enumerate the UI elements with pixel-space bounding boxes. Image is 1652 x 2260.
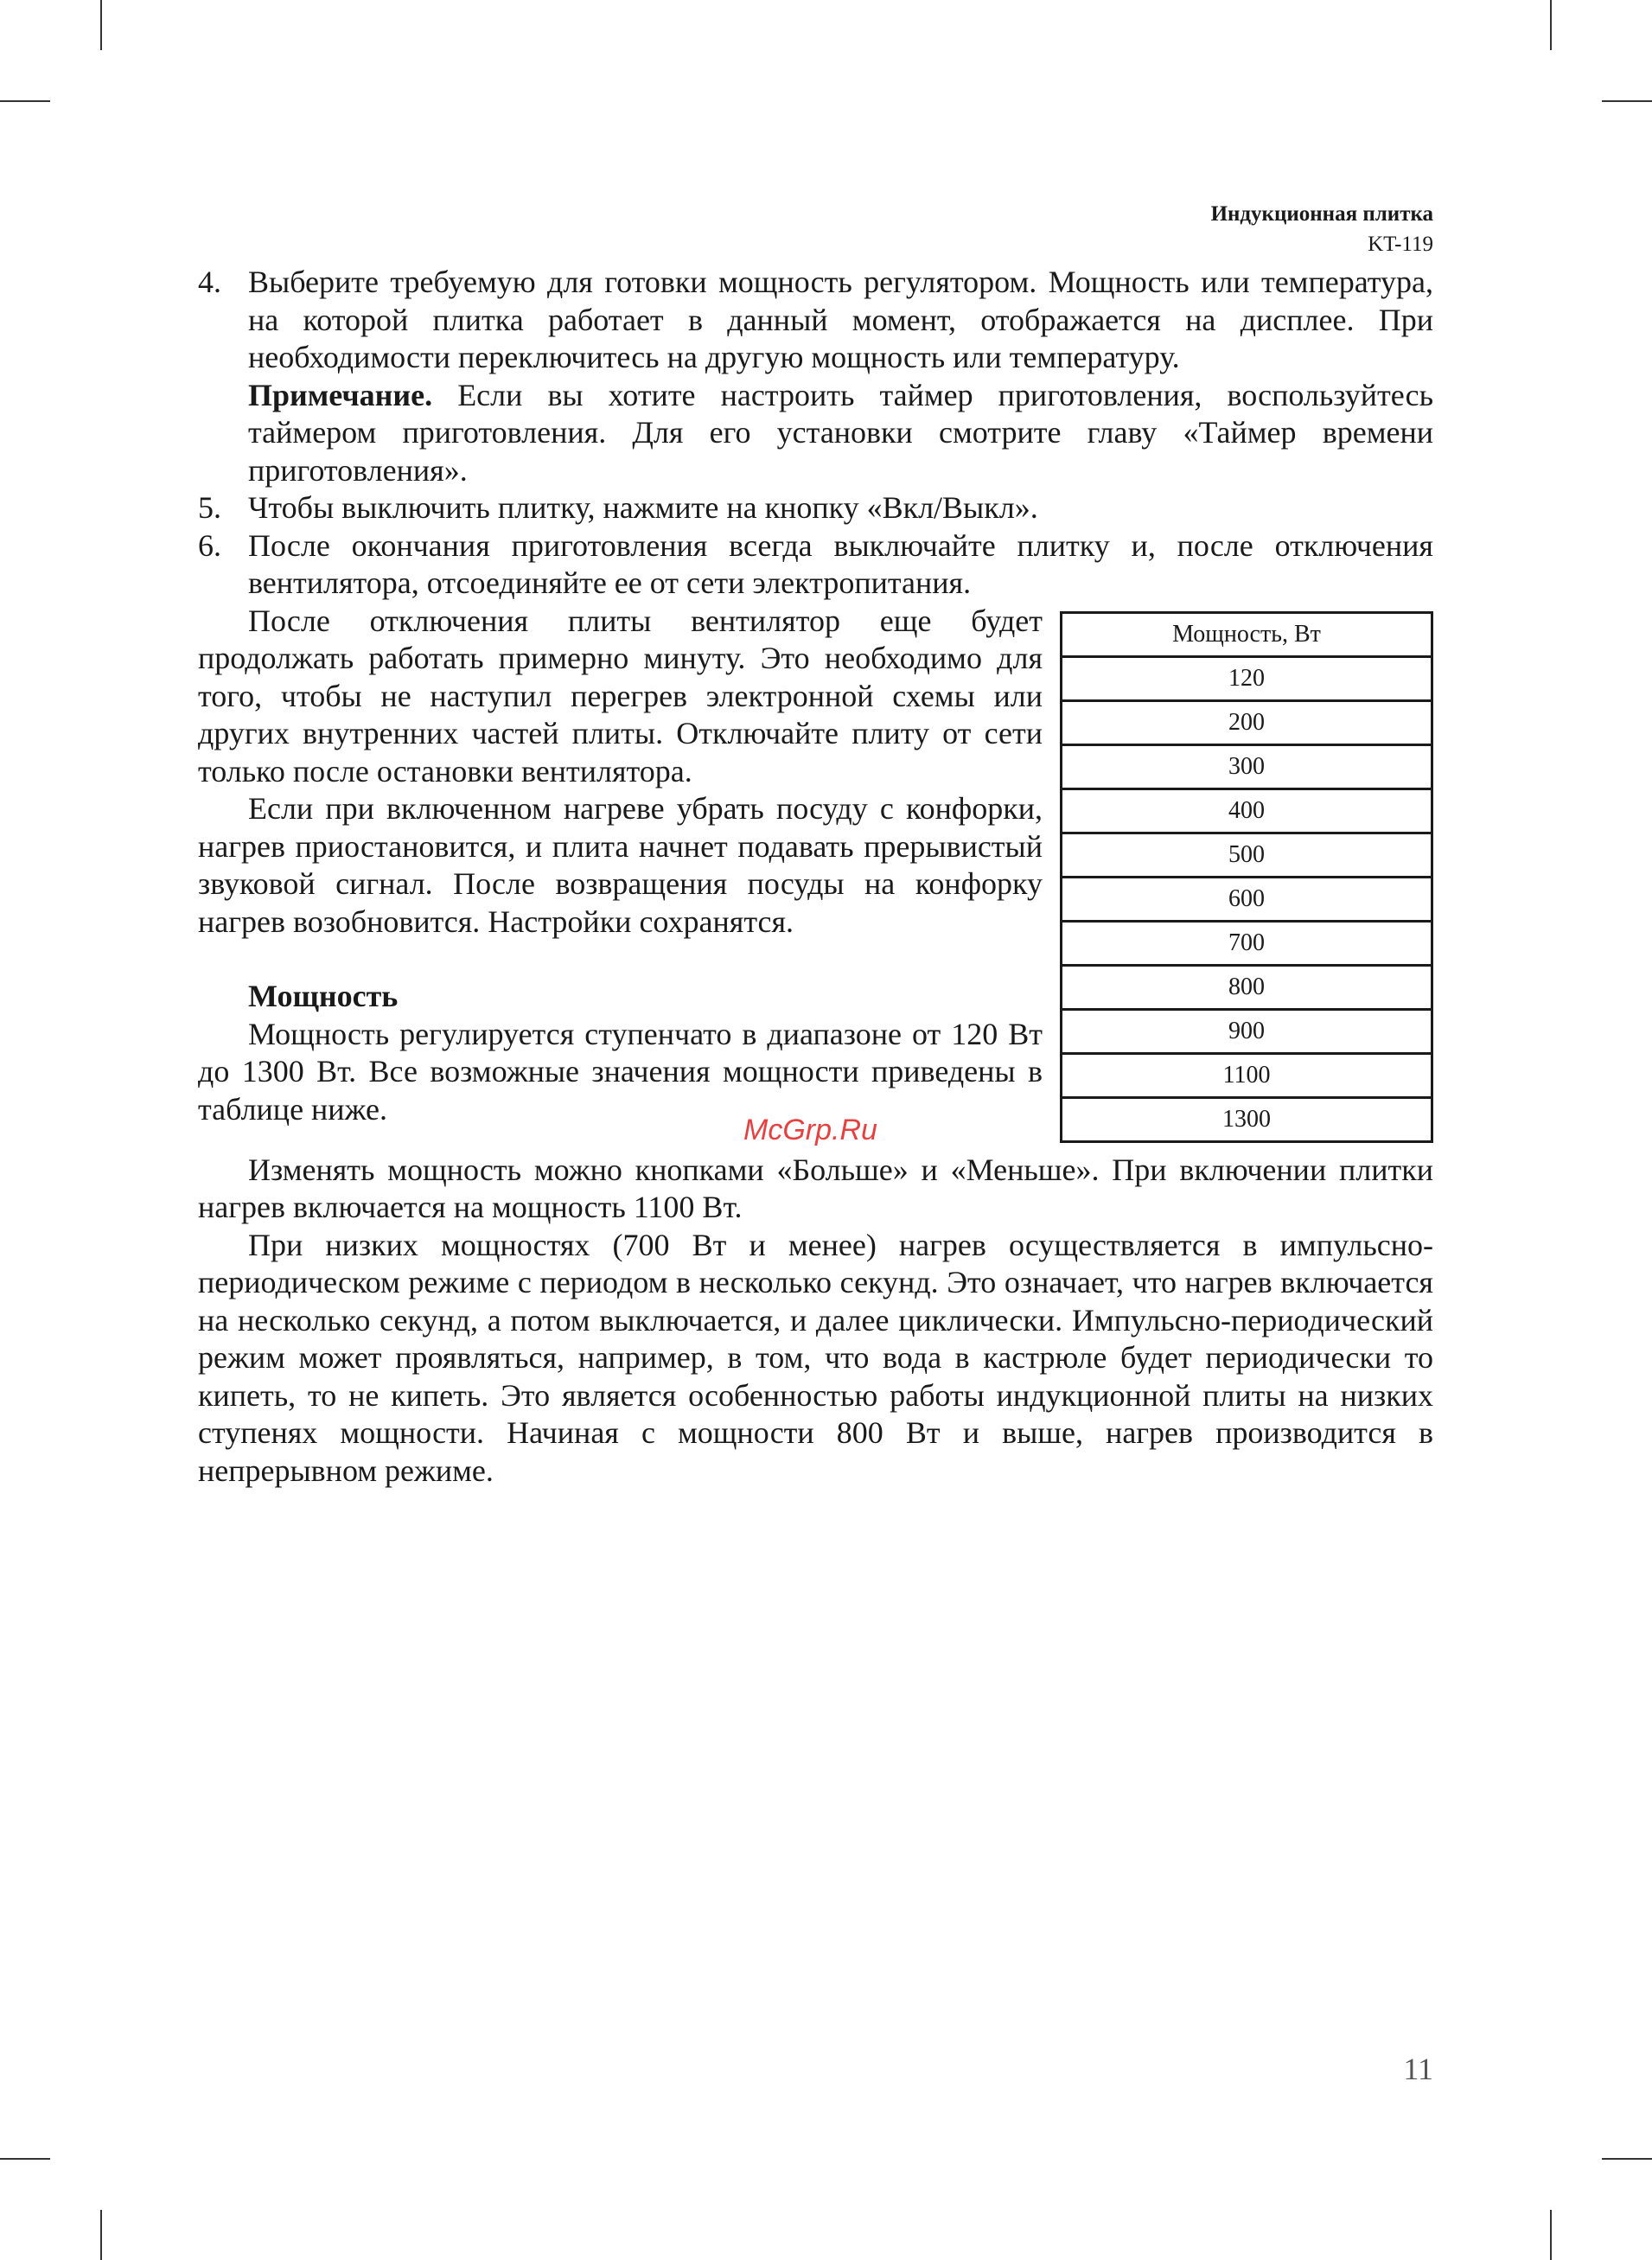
power-table-header: Мощность, Вт bbox=[1062, 612, 1432, 656]
note bbox=[248, 377, 1433, 490]
list-item-6 bbox=[198, 527, 1433, 603]
running-header bbox=[1211, 199, 1433, 259]
crop-mark-top-left bbox=[100, 0, 102, 50]
table-row bbox=[1062, 965, 1432, 1009]
list-item-5 bbox=[198, 489, 1433, 527]
crop-mark-top-right-h bbox=[1602, 100, 1652, 102]
power-value-cell: 700 bbox=[1062, 921, 1432, 965]
table-row bbox=[1062, 1009, 1432, 1053]
crop-mark-top-left-h bbox=[0, 100, 50, 102]
power-value-cell: 300 bbox=[1062, 744, 1432, 788]
list-number: 5. bbox=[198, 490, 221, 525]
paragraph-pulse-mode: При низких мощностях (700 Вт и менее) нагрев осуществляется в импульсно-периодическом режиме с периодом в несколько секунд. Это означает, что нагрев включается на несколько секунд, а потом выключается, и далее циклически. Импульсно-периодический режим может проявляться, например, в том, что вода в кастрюле будет периодически то кипеть, то не кипеть. Это является особенностью работы индукционной плиты на низких ступенях мощности. Начиная с мощности 800 Вт и выше, нагрев производится в непрерывном режиме. bbox=[198, 1227, 1433, 1488]
table-row bbox=[1062, 656, 1432, 700]
list-item-text: После окончания приготовления всегда выключайте плитку и, после отключения вентилятора, отсоединяйте ее от сети электропитания. bbox=[248, 527, 1433, 600]
paragraph-fan: После отключения плиты вентилятор еще будет продолжать работать примерно минуту. Это необходимо для того, чтобы не наступил перегрев электронной схемы или других внутренних частей плиты. Отключайте плиту от сети только после остановки вентилятора. bbox=[198, 603, 1043, 788]
table-row bbox=[1062, 700, 1432, 744]
table-row bbox=[1062, 1097, 1432, 1141]
header-title: Индукционная плитка bbox=[1210, 202, 1433, 226]
paragraph-cookware: Если при включенном нагреве убрать посуду с конфорки, нагрев приостановится, и плита начнет подавать прерывистый звуковой сигнал. После возвращения посуды на конфорку нагрев возобновится. Настройки сохранятся. bbox=[198, 791, 1043, 939]
power-value-cell: 1300 bbox=[1062, 1097, 1432, 1141]
crop-mark-top-right bbox=[1550, 0, 1552, 50]
watermark: McGrp.Ru bbox=[743, 1114, 877, 1146]
table-row bbox=[1062, 744, 1432, 788]
crop-mark-bottom-right-h bbox=[1602, 2158, 1652, 2160]
section-heading-power: Мощность bbox=[248, 979, 399, 1013]
crop-mark-bottom-right bbox=[1550, 2210, 1552, 2260]
power-value-cell: 600 bbox=[1062, 877, 1432, 921]
paragraph-power-range: Мощность регулируется ступенчато в диапазоне от 120 Вт до 1300 Вт. Все возможные значения мощности приведены в таблице ниже. bbox=[198, 1016, 1043, 1127]
power-value-cell: 400 bbox=[1062, 788, 1432, 833]
list-number: 6. bbox=[198, 527, 221, 563]
power-value-cell: 800 bbox=[1062, 965, 1432, 1009]
power-value-cell: 500 bbox=[1062, 833, 1432, 877]
list-number: 4. bbox=[198, 265, 221, 299]
note-label: Примечание. bbox=[248, 377, 433, 412]
table-row bbox=[1062, 788, 1432, 833]
crop-mark-bottom-left bbox=[100, 2210, 102, 2260]
power-value-cell: 1100 bbox=[1062, 1053, 1432, 1097]
power-value-cell: 120 bbox=[1062, 656, 1432, 700]
power-value-cell: 200 bbox=[1062, 700, 1432, 744]
table-row bbox=[1062, 877, 1432, 921]
power-value-cell: 900 bbox=[1062, 1009, 1432, 1053]
text-with-table bbox=[198, 603, 1433, 1152]
paragraph-buttons: Изменять мощность можно кнопками «Больше» и «Меньше». При включении плитки нагрев включается на мощность 1100 Вт. bbox=[198, 1152, 1433, 1224]
list-item-4 bbox=[198, 264, 1433, 489]
table-row bbox=[1062, 1053, 1432, 1097]
table-row bbox=[1062, 921, 1432, 965]
list-item-text: Выберите требуемую для готовки мощность регулятором. Мощность или температура, на которой плитка работает в данный момент, отображается на дисплее. При необходимости переключитесь на другую мощность или температуру. bbox=[248, 265, 1433, 374]
table-row bbox=[1062, 833, 1432, 877]
list-item-text: Чтобы выключить плитку, нажмите на кнопку «Вкл/Выкл». bbox=[248, 490, 1038, 525]
power-table bbox=[1060, 611, 1433, 1143]
page-number: 11 bbox=[1403, 2052, 1433, 2086]
header-model: KT-119 bbox=[1368, 233, 1433, 256]
crop-mark-bottom-left-h bbox=[0, 2158, 50, 2160]
note-text: Если вы хотите настроить таймер приготовления, воспользуйтесь таймером приготовления. Для его установки смотрите главу «Таймер времени приготовления». bbox=[248, 377, 1433, 488]
main-text-column bbox=[198, 264, 1433, 1490]
